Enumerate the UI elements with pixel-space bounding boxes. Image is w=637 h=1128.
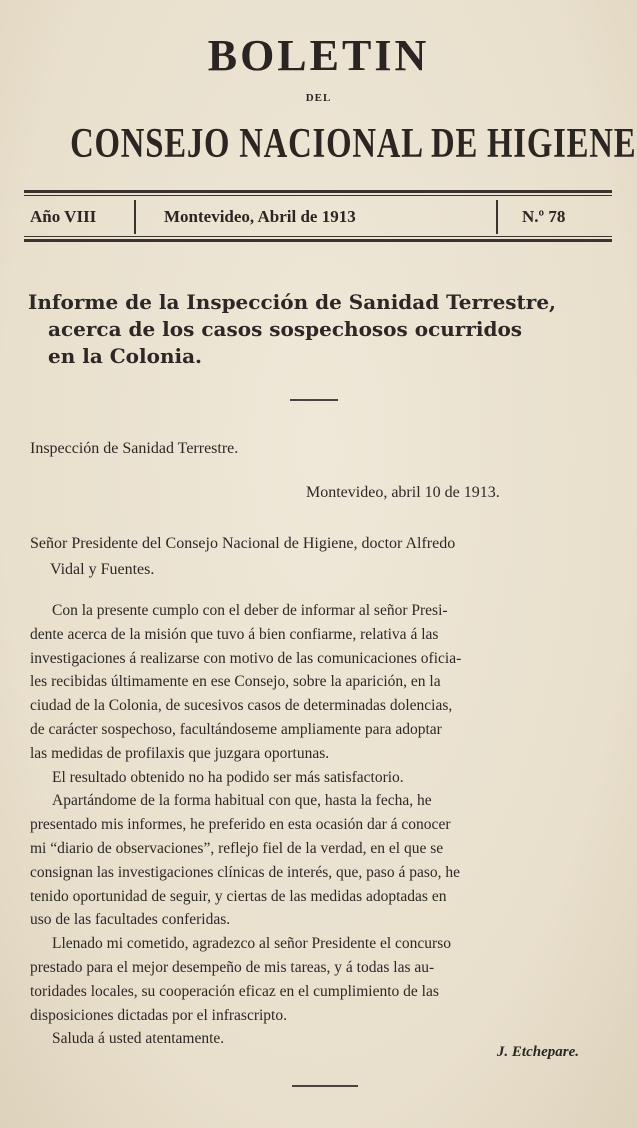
text-line: consignan las investigaciones clínicas de interés, que, paso á paso, he: [30, 863, 460, 881]
letter-office: Inspección de Sanidad Terrestre.: [30, 440, 239, 457]
info-divider: [134, 200, 136, 234]
text-line: Apartándome de la forma habitual con que, hasta la fecha, he: [52, 792, 432, 810]
issue-info-bar: [24, 200, 612, 234]
salutation-line: Vidal y Fuentes.: [50, 561, 155, 578]
text-line: las medidas de profilaxis que juzgara oportunas.: [30, 744, 330, 762]
text-line: ciudad de la Colonia, de sucesivos casos de determinadas dolencias,: [30, 697, 453, 715]
salutation-line: Señor Presidente del Consejo Nacional de Higiene, doctor Alfredo: [30, 535, 456, 552]
text-line: prestado para el mejor desempeño de mis tareas, y á todas las au-: [30, 958, 435, 976]
text-line: disposiciones dictadas por el infrascripto.: [30, 1006, 287, 1024]
paragraph: [30, 932, 610, 1027]
issue-number: N.º 78: [522, 207, 566, 226]
info-divider: [496, 200, 498, 234]
letter-body: [30, 599, 610, 1051]
letter-salutation: [30, 531, 455, 583]
bulletin-del: DEL: [305, 92, 332, 104]
top-rule-thin: [24, 195, 612, 196]
text-line: investigaciones á realizarse con motivo de las comunicaciones oficia-: [30, 649, 462, 667]
text-line: Saluda á usted atentamente.: [52, 1030, 225, 1048]
text-line: toridades locales, su cooperación eficaz en el cumplimiento de las: [30, 982, 439, 1000]
signature: J. Etchepare.: [496, 1044, 579, 1060]
end-divider: [292, 1085, 358, 1087]
letter-date: Montevideo, abril 10 de 1913.: [306, 484, 500, 501]
heading-line: en la Colonia.: [48, 344, 203, 368]
text-line: uso de las facultades conferidas.: [30, 911, 231, 929]
top-rule-thick: [24, 190, 612, 193]
paragraph: [30, 766, 610, 790]
paragraph: [30, 599, 610, 766]
issue-date: Montevideo, Abril de 1913: [164, 207, 356, 226]
article-heading: [28, 289, 618, 370]
heading-line: Informe de la Inspección de Sanidad Terrestre,: [28, 290, 557, 314]
text-line: presentado mis informes, he preferido en esta ocasión dar á conocer: [30, 816, 451, 834]
bulletin-subtitle: CONSEJO NACIONAL DE HIGIENE: [70, 121, 637, 167]
text-line: tenido oportunidad de seguir, y ciertas de las medidas adoptadas en: [30, 887, 447, 905]
text-line: de carácter sospechoso, facultándoseme ampliamente para adoptar: [30, 720, 442, 738]
paragraph: [30, 789, 610, 932]
bottom-rule-thin: [24, 236, 612, 237]
text-line: dente acerca de la misión que tuvo á bien confiarme, relativa á las: [30, 625, 439, 643]
section-divider: [290, 399, 338, 401]
text-line: Con la presente cumplo con el deber de informar al señor Presi-: [52, 602, 448, 619]
text-line: Llenado mi cometido, agradezco al señor Presidente el concurso: [52, 935, 451, 953]
text-line: El resultado obtenido no ha podido ser más satisfactorio.: [52, 768, 404, 786]
text-line: les recibidas últimamente en ese Consejo, sobre la aparición, en la: [30, 673, 441, 691]
text-line: mi “diario de observaciones”, reflejo fiel de la verdad, en el que se: [30, 839, 444, 857]
issue-year: Año VIII: [30, 207, 97, 226]
bottom-rule-thick: [24, 239, 612, 242]
heading-line: acerca de los casos sospechosos ocurridos: [48, 317, 523, 341]
bulletin-title: BOLETIN: [207, 31, 430, 80]
